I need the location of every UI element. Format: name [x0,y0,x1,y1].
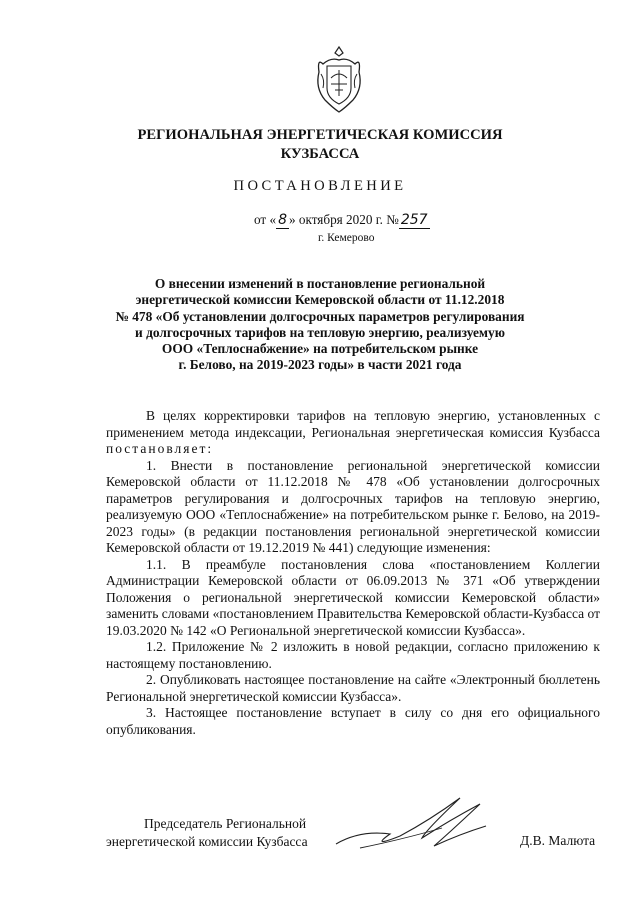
document-subject [100,276,540,374]
organization-name [0,126,640,164]
paragraph-1: 1. Внести в постановление региональной энергетической комиссии Кемеровской области от 11.12.2018 № 478 «Об установлении долгосрочных параметров регулирования и долгосрочных тарифов на тепловую энергию, реализуемую ООО «Теплоснабжение» на потребительском рынке г. Белово, на 2019-2023 годы» (в редакции постановления региональной энергетической комиссии Кемеровской области от 19.12.2019 № 441) следующие изменения: [106,457,600,555]
subject-line: энергетической комиссии Кемеровской области от 11.12.2018 [135,292,505,308]
intro-spaced-word: постановляет: [106,441,214,456]
paragraph-2: 2. Опубликовать настоящее постановление на сайте «Электронный бюллетень Региональной энергетической комиссии Кузбасса». [106,672,600,704]
document-body [106,408,600,738]
city: г. Кемерово [318,232,375,244]
date-prefix: от « [254,212,277,227]
paragraph-1-1: 1.1. В преамбуле постановления слова «постановлением Коллегии Администрации Кемеровской области от 06.09.2013 № 371 «Об утверждении Положения о региональной энергетической комиссии Кемеровской области» заменить словами «постановлением Правительства Кемеровской области-Кузбасса от 19.03.2020 № 142 «О Региональной энергетической комиссии Кузбасса». [106,556,600,638]
organization-name-line2: КУЗБАССА [280,146,360,162]
document-type: ПОСТАНОВЛЕНИЕ [233,178,407,194]
signer-title [106,815,308,851]
subject-line: О внесении изменений в постановление региональной [154,276,486,291]
coat-of-arms-emblem [313,44,365,114]
subject-line: и долгосрочных тарифов на тепловую энергию, реализуемую [135,324,505,340]
signer-title-line2: энергетической комиссии Кузбасса [106,834,308,849]
date-day-handwritten: 8 [278,212,287,228]
subject-line: № 478 «Об установлении долгосрочных параметров регулирования [115,308,525,324]
signer-name: Д.В. Малюта [520,833,596,848]
date-middle: » октября 2020 г. № [289,212,399,227]
organization-name-line1: РЕГИОНАЛЬНАЯ ЭНЕРГЕТИЧЕСКАЯ КОМИССИЯ [137,127,503,143]
date-line [254,212,430,228]
handwritten-signature [330,790,490,860]
document-number-handwritten: 257 [400,212,428,228]
subject-line: г. Белово, на 2019-2023 годы» в части 2021 года [178,357,462,373]
intro-text: В целях корректировки тарифов на тепловую энергию, установленных с применением метода индексации, Региональная энергетическая комиссия Кузбасса [106,408,600,440]
signer-title-line1: Председатель Региональной [144,816,307,831]
intro-paragraph [106,408,600,458]
subject-line: ООО «Теплоснабжение» на потребительском рынке [161,341,479,357]
paragraph-1-2: 1.2. Приложение № 2 изложить в новой редакции, согласно приложению к настоящему постановлению. [106,639,600,671]
paragraph-3: 3. Настоящее постановление вступает в силу со дня его официального опубликования. [106,705,600,737]
